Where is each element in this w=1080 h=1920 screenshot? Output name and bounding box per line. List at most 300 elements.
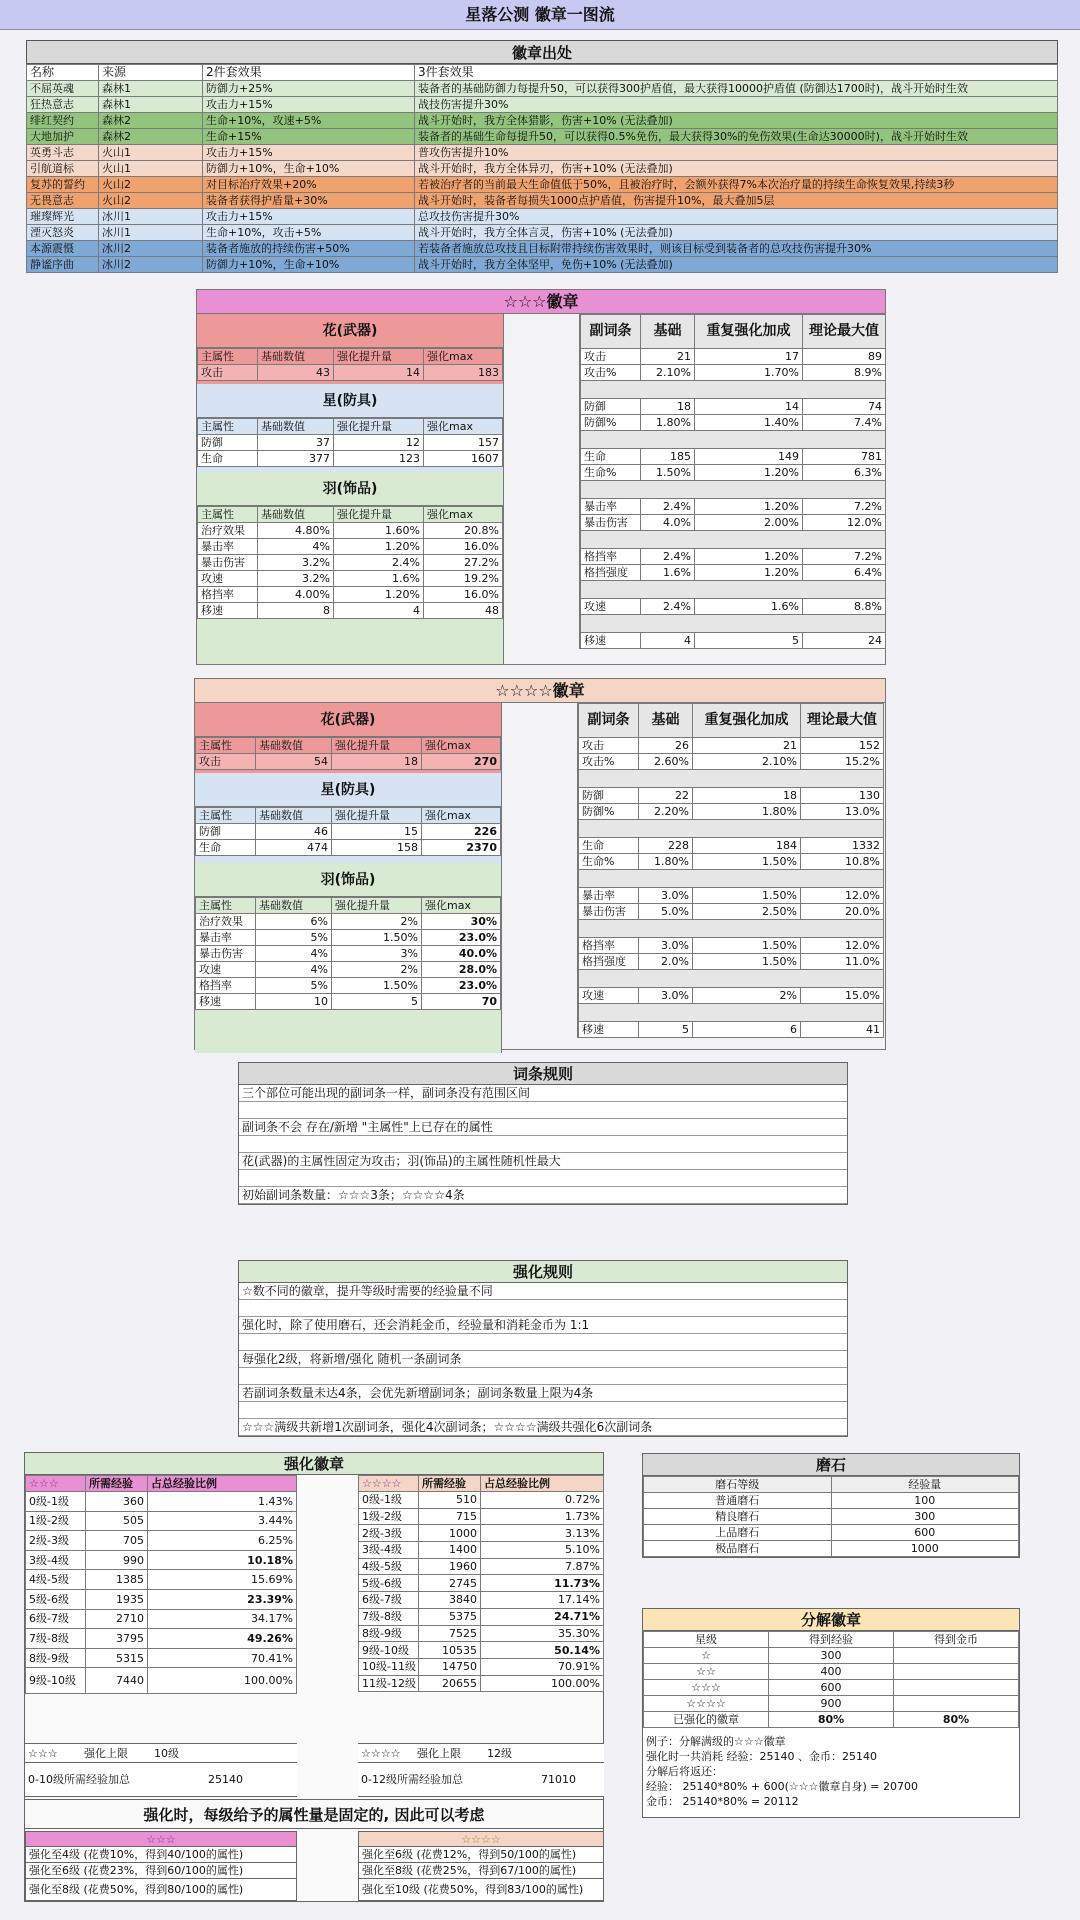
table-cell: 5375 bbox=[419, 1608, 481, 1625]
badge4-title: ☆☆☆☆徽章 bbox=[195, 679, 885, 703]
table-row bbox=[359, 1608, 604, 1625]
table-row bbox=[198, 451, 503, 467]
badge3-sub-attrs bbox=[579, 314, 886, 649]
table-cell: 8 bbox=[258, 603, 334, 619]
column-header: 强化max bbox=[422, 738, 501, 754]
source-row bbox=[27, 129, 1058, 145]
column-header: 副词条 bbox=[581, 315, 641, 349]
spacer-row bbox=[581, 615, 886, 633]
table-cell: 暴击率 bbox=[198, 539, 258, 555]
source-cell: 战斗开始时，装备者每损失1000点护盾值，伤害提升10%，最大叠加5层 bbox=[415, 193, 1058, 209]
table-cell: 2.4% bbox=[641, 499, 695, 515]
table-cell: 1.50% bbox=[693, 938, 801, 954]
badge3-flower-title: 花(武器) bbox=[197, 314, 503, 348]
source-cell: 若被治疗者的当前最大生命值低于50%，且被治疗时，会额外获得7%本次治疗量的持续生命恢复效果,持续3秒 bbox=[415, 177, 1058, 193]
source-cell: 战斗开始时，我方全体异刃，伤害+10% (无法叠加) bbox=[415, 161, 1058, 177]
spacer-row bbox=[579, 970, 884, 988]
table-cell: 9级-10级 bbox=[359, 1642, 419, 1659]
enhance-right-table bbox=[358, 1475, 604, 1692]
table-cell: 格挡强度 bbox=[579, 954, 639, 970]
table-cell: 暴击伤害 bbox=[198, 555, 258, 571]
table-cell: 16.0% bbox=[424, 539, 503, 555]
table-cell: 1.6% bbox=[334, 571, 424, 587]
table-cell: 600 bbox=[831, 1525, 1019, 1541]
table-cell: 1.50% bbox=[693, 854, 801, 870]
table-cell: 1000 bbox=[831, 1541, 1019, 1557]
affix-rules bbox=[238, 1062, 848, 1205]
table-cell: 6 bbox=[693, 1022, 801, 1038]
table-row bbox=[196, 930, 501, 946]
spacer-cell bbox=[579, 820, 884, 838]
table-cell: 7.4% bbox=[803, 415, 886, 431]
decompose-table bbox=[643, 1631, 1019, 1728]
table-row bbox=[198, 555, 503, 571]
limit-value: 12级 bbox=[487, 1747, 512, 1760]
table-cell: 80% bbox=[894, 1712, 1019, 1728]
table-cell: 攻速 bbox=[198, 571, 258, 587]
source-cell: 湮灭怒炎 bbox=[27, 225, 99, 241]
total-value: 25140 bbox=[208, 1773, 243, 1786]
column-header: 基础数值 bbox=[256, 898, 332, 914]
rule-line: 初始副词条数量：☆☆☆3条；☆☆☆☆4条 bbox=[239, 1187, 847, 1204]
page-title: 星落公测 徽章一图流 bbox=[0, 0, 1080, 30]
table-row bbox=[198, 571, 503, 587]
table-cell: 暴击伤害 bbox=[579, 904, 639, 920]
source-cell: 火山2 bbox=[99, 193, 203, 209]
table-row bbox=[581, 565, 886, 581]
badge3-feather-title: 羽(饰品) bbox=[197, 472, 503, 506]
fixed-line: 强化至4级 (花费10%，得到40/100的属性) bbox=[25, 1847, 297, 1863]
table-cell: 20.8% bbox=[424, 523, 503, 539]
table-row bbox=[579, 754, 884, 770]
fixed-3star bbox=[25, 1831, 297, 1901]
table-row bbox=[359, 1642, 604, 1659]
badge3-feather-table bbox=[197, 506, 503, 619]
table-cell: 11级-12级 bbox=[359, 1675, 419, 1692]
badge4-feather-title: 羽(饰品) bbox=[195, 863, 501, 897]
table-row bbox=[359, 1625, 604, 1642]
table-cell bbox=[894, 1696, 1019, 1712]
source-row bbox=[27, 209, 1058, 225]
column-header: 占总经验比例 bbox=[481, 1476, 604, 1492]
table-cell: 70.91% bbox=[481, 1658, 604, 1675]
source-cell: 攻击力+15% bbox=[203, 145, 415, 161]
fixed-4star bbox=[358, 1831, 604, 1901]
table-cell: 5.10% bbox=[481, 1542, 604, 1559]
enhance-4star-footer bbox=[358, 1743, 604, 1797]
table-cell: 7440 bbox=[86, 1668, 148, 1694]
table-cell: 已强化的徽章 bbox=[644, 1712, 769, 1728]
table-cell: 7.2% bbox=[803, 549, 886, 565]
table-cell: 1.50% bbox=[332, 930, 422, 946]
limit-text: 强化上限 bbox=[84, 1747, 128, 1760]
spacer-cell bbox=[581, 381, 886, 399]
badge3-flower-table bbox=[197, 348, 503, 381]
table-cell: 24.71% bbox=[481, 1608, 604, 1625]
source-cell: 攻击力+15% bbox=[203, 97, 415, 113]
table-cell: 5 bbox=[695, 633, 803, 649]
source-cell: 森林2 bbox=[99, 113, 203, 129]
table-header bbox=[359, 1476, 604, 1492]
table-row bbox=[26, 1570, 297, 1590]
table-cell: 0级-1级 bbox=[359, 1492, 419, 1509]
table-cell: 暴击伤害 bbox=[196, 946, 256, 962]
column-header: 强化提升量 bbox=[332, 738, 422, 754]
column-header: ☆☆☆ bbox=[26, 1476, 86, 1492]
table-cell: 18 bbox=[641, 399, 695, 415]
table-row bbox=[198, 587, 503, 603]
table-cell: 2.10% bbox=[693, 754, 801, 770]
table-row bbox=[359, 1592, 604, 1609]
table-row bbox=[26, 1648, 297, 1668]
table-cell: 3.44% bbox=[148, 1511, 297, 1531]
table-row bbox=[581, 499, 886, 515]
table-cell: 5% bbox=[256, 978, 332, 994]
table-cell: 474 bbox=[256, 840, 332, 856]
table-cell: 极品磨石 bbox=[644, 1541, 832, 1557]
table-cell: 360 bbox=[86, 1492, 148, 1512]
table-cell: 6级-7级 bbox=[26, 1609, 86, 1629]
table-cell: 5315 bbox=[86, 1648, 148, 1668]
table-cell: 暴击率 bbox=[196, 930, 256, 946]
table-cell: 4 bbox=[334, 603, 424, 619]
table-row bbox=[359, 1525, 604, 1542]
table-cell: 生命 bbox=[196, 840, 256, 856]
table-row bbox=[644, 1493, 1019, 1509]
table-row bbox=[196, 824, 501, 840]
badge4-flower bbox=[195, 703, 502, 773]
source-header: 2件套效果 bbox=[203, 65, 415, 81]
table-cell: 74 bbox=[803, 399, 886, 415]
table-cell: 50.14% bbox=[481, 1642, 604, 1659]
table-cell: 17 bbox=[695, 349, 803, 365]
table-row bbox=[359, 1558, 604, 1575]
column-header: 强化max bbox=[422, 898, 501, 914]
column-header: 得到金币 bbox=[894, 1632, 1019, 1648]
table-cell: 1332 bbox=[801, 838, 884, 854]
table-cell: 7.87% bbox=[481, 1558, 604, 1575]
table-cell: 移速 bbox=[579, 1022, 639, 1038]
table-cell: 2级-3级 bbox=[26, 1531, 86, 1551]
table-cell: 35.30% bbox=[481, 1625, 604, 1642]
table-cell: 2.60% bbox=[639, 754, 693, 770]
table-cell: 3.2% bbox=[258, 571, 334, 587]
table-cell: 移速 bbox=[196, 994, 256, 1010]
table-cell: 781 bbox=[803, 449, 886, 465]
enhance-right-total bbox=[358, 1763, 604, 1797]
table-row bbox=[644, 1712, 1019, 1728]
column-header: 主属性 bbox=[196, 898, 256, 914]
badge4-star-table bbox=[195, 807, 501, 856]
source-row bbox=[27, 177, 1058, 193]
column-header: 所需经验 bbox=[419, 1476, 481, 1492]
table-row bbox=[359, 1508, 604, 1525]
source-table bbox=[26, 64, 1058, 273]
table-cell: 19.2% bbox=[424, 571, 503, 587]
table-cell: 226 bbox=[422, 824, 501, 840]
limit-stars: ☆☆☆☆ bbox=[361, 1747, 401, 1760]
table-cell: 移速 bbox=[198, 603, 258, 619]
spacer-row bbox=[579, 1004, 884, 1022]
rule-line: 每强化2级，将新增/强化 随机一条副词条 bbox=[239, 1351, 847, 1368]
table-cell: 防御 bbox=[198, 435, 258, 451]
source-row bbox=[27, 241, 1058, 257]
source-cell: 生命+10%，攻击+5% bbox=[203, 225, 415, 241]
source-cell: 森林1 bbox=[99, 81, 203, 97]
table-cell: 705 bbox=[86, 1531, 148, 1551]
table-cell: 10535 bbox=[419, 1642, 481, 1659]
column-header: 强化提升量 bbox=[334, 419, 424, 435]
table-cell: 2.20% bbox=[639, 804, 693, 820]
spacer-cell bbox=[581, 531, 886, 549]
table-cell: 1385 bbox=[86, 1570, 148, 1590]
table-row bbox=[26, 1550, 297, 1570]
table-cell: 158 bbox=[332, 840, 422, 856]
table-row bbox=[26, 1511, 297, 1531]
table-row bbox=[198, 603, 503, 619]
table-cell: 21 bbox=[693, 738, 801, 754]
table-cell: 1.40% bbox=[695, 415, 803, 431]
source-cell: 绯红契约 bbox=[27, 113, 99, 129]
table-cell: 1000 bbox=[419, 1525, 481, 1542]
table-row bbox=[644, 1680, 1019, 1696]
table-cell: 4.0% bbox=[641, 515, 695, 531]
table-row bbox=[644, 1696, 1019, 1712]
table-cell: 5.0% bbox=[639, 904, 693, 920]
table-cell: 20655 bbox=[419, 1675, 481, 1692]
table-cell: 184 bbox=[693, 838, 801, 854]
source-header: 名称 bbox=[27, 65, 99, 81]
source-cell: 复苏的誓约 bbox=[27, 177, 99, 193]
table-cell: 1.43% bbox=[148, 1492, 297, 1512]
table-row bbox=[359, 1575, 604, 1592]
table-cell: 15.69% bbox=[148, 1570, 297, 1590]
table-cell: 3.13% bbox=[481, 1525, 604, 1542]
table-row bbox=[579, 938, 884, 954]
fixed-line: 强化至8级 (花费25%，得到67/100的属性) bbox=[358, 1863, 604, 1879]
table-row bbox=[644, 1541, 1019, 1557]
table-cell: 1.6% bbox=[695, 599, 803, 615]
table-header bbox=[198, 349, 503, 365]
table-cell: 防御% bbox=[581, 415, 641, 431]
table-cell: 防御% bbox=[579, 804, 639, 820]
enh_rules-title: 强化规则 bbox=[239, 1261, 847, 1283]
table-cell: 70.41% bbox=[148, 1648, 297, 1668]
table-cell: 100.00% bbox=[148, 1668, 297, 1694]
enhance-rules bbox=[238, 1260, 848, 1437]
spacer-cell bbox=[579, 770, 884, 788]
source-cell: 战斗开始时，我方全体坚甲，免伤+10% (无法叠加) bbox=[415, 257, 1058, 273]
table-cell: 格挡率 bbox=[579, 938, 639, 954]
table-cell: 2370 bbox=[422, 840, 501, 856]
column-header: 基础数值 bbox=[258, 507, 334, 523]
table-cell: 3.0% bbox=[639, 888, 693, 904]
source-cell: 对目标治疗效果+20% bbox=[203, 177, 415, 193]
table-cell: 格挡率 bbox=[196, 978, 256, 994]
table-cell: 5 bbox=[332, 994, 422, 1010]
whetstone-panel bbox=[642, 1453, 1020, 1558]
fixed-line: 强化至6级 (花费23%，得到60/100的属性) bbox=[25, 1863, 297, 1879]
table-cell: 2.4% bbox=[334, 555, 424, 571]
table-cell: 30% bbox=[422, 914, 501, 930]
table-cell: 10.18% bbox=[148, 1550, 297, 1570]
source-cell: 璀璨辉光 bbox=[27, 209, 99, 225]
table-cell: 6.25% bbox=[148, 1531, 297, 1551]
table-cell: ☆☆☆ bbox=[644, 1680, 769, 1696]
table-cell: 34.17% bbox=[148, 1609, 297, 1629]
source-row bbox=[27, 193, 1058, 209]
table-row bbox=[26, 1589, 297, 1609]
table-cell: 防御 bbox=[581, 399, 641, 415]
table-cell: 48 bbox=[424, 603, 503, 619]
table-cell: 17.14% bbox=[481, 1592, 604, 1609]
table-row bbox=[579, 904, 884, 920]
source-cell: 防御力+25% bbox=[203, 81, 415, 97]
table-cell: 715 bbox=[419, 1508, 481, 1525]
table-cell: 6.3% bbox=[803, 465, 886, 481]
badge4-panel bbox=[194, 678, 886, 1050]
table-cell: 157 bbox=[424, 435, 503, 451]
table-cell: 防御 bbox=[579, 788, 639, 804]
table-cell: 54 bbox=[256, 754, 332, 770]
source-cell: 战斗开始时，我方全体言灵，伤害+10% (无法叠加) bbox=[415, 225, 1058, 241]
table-row bbox=[26, 1531, 297, 1551]
table-cell: 攻速 bbox=[579, 988, 639, 1004]
table-row bbox=[579, 988, 884, 1004]
column-header: 占总经验比例 bbox=[148, 1476, 297, 1492]
column-header: 强化max bbox=[424, 349, 503, 365]
table-cell: 生命% bbox=[579, 854, 639, 870]
rule-line: 若副词条数量未达4条，会优先新增副词条；副词条数量上限为4条 bbox=[239, 1385, 847, 1402]
source-cell: 若装备者施放总攻技且目标附带持续伤害效果时，则该目标受到装备者的总攻技伤害提升30% bbox=[415, 241, 1058, 257]
table-row bbox=[198, 435, 503, 451]
note-line: 例子：分解满级的☆☆☆徽章 bbox=[646, 1735, 786, 1748]
badge4-star-title: 星(防具) bbox=[195, 773, 501, 807]
note-line: 强化时一共消耗 经验：25140 、金币：25140 bbox=[646, 1750, 877, 1763]
table-row bbox=[581, 349, 886, 365]
source-cell: 装备者获得护盾量+30% bbox=[203, 193, 415, 209]
table-cell: 152 bbox=[801, 738, 884, 754]
column-header: 理论最大值 bbox=[801, 704, 884, 738]
table-cell: 16.0% bbox=[424, 587, 503, 603]
table-cell: 2.00% bbox=[695, 515, 803, 531]
table-cell: 1.6% bbox=[641, 565, 695, 581]
table-cell: 攻击 bbox=[579, 738, 639, 754]
table-cell: 7级-8级 bbox=[26, 1629, 86, 1649]
table-cell: 270 bbox=[422, 754, 501, 770]
table-row bbox=[579, 788, 884, 804]
spacer-row bbox=[581, 431, 886, 449]
table-cell: 9级-10级 bbox=[26, 1668, 86, 1694]
rule-line: 三个部位可能出现的副词条一样，副词条没有范围区间 bbox=[239, 1085, 847, 1102]
source-row bbox=[27, 81, 1058, 97]
table-row bbox=[359, 1658, 604, 1675]
source-cell: 总攻技伤害提升30% bbox=[415, 209, 1058, 225]
table-row bbox=[644, 1648, 1019, 1664]
badge3-title: ☆☆☆徽章 bbox=[197, 290, 885, 314]
source-cell: 战技伤害提升30% bbox=[415, 97, 1058, 113]
source-cell: 防御力+10%，生命+10% bbox=[203, 161, 415, 177]
table-cell: 8.9% bbox=[803, 365, 886, 381]
note-line: 分解后将返还： bbox=[646, 1765, 723, 1778]
badge3-star-title: 星(防具) bbox=[197, 384, 503, 418]
column-header: 主属性 bbox=[198, 349, 258, 365]
table-header bbox=[644, 1477, 1019, 1493]
rule-line: 花(武器)的主属性固定为攻击；羽(饰品)的主属性随机性最大 bbox=[239, 1153, 847, 1170]
table-cell: 生命 bbox=[581, 449, 641, 465]
table-cell: 生命 bbox=[579, 838, 639, 854]
table-row bbox=[644, 1525, 1019, 1541]
table-row bbox=[359, 1492, 604, 1509]
badge4-feather-table bbox=[195, 897, 501, 1010]
table-cell: 1.20% bbox=[334, 539, 424, 555]
table-cell: 6% bbox=[256, 914, 332, 930]
badge4-feather bbox=[195, 863, 502, 1053]
table-cell: 12.0% bbox=[803, 515, 886, 531]
spacer-row bbox=[579, 870, 884, 888]
table-cell: 183 bbox=[424, 365, 503, 381]
table-cell: 20.0% bbox=[801, 904, 884, 920]
column-header: 主属性 bbox=[196, 808, 256, 824]
table-cell: 1400 bbox=[419, 1542, 481, 1559]
table-cell: 2.0% bbox=[639, 954, 693, 970]
table-row bbox=[581, 365, 886, 381]
table-cell: 2710 bbox=[86, 1609, 148, 1629]
spacer-cell bbox=[579, 1004, 884, 1022]
table-cell: 3.2% bbox=[258, 555, 334, 571]
table-cell: 精良磨石 bbox=[644, 1509, 832, 1525]
table-row bbox=[579, 854, 884, 870]
table-cell: 1.70% bbox=[695, 365, 803, 381]
table-cell: 2% bbox=[332, 962, 422, 978]
spacer-cell bbox=[579, 920, 884, 938]
table-cell: 4级-5级 bbox=[359, 1558, 419, 1575]
spacer-row bbox=[581, 581, 886, 599]
table-row bbox=[579, 838, 884, 854]
table-row bbox=[581, 549, 886, 565]
source-cell: 本源震慑 bbox=[27, 241, 99, 257]
table-cell: 1.50% bbox=[641, 465, 695, 481]
table-cell: 1935 bbox=[86, 1589, 148, 1609]
decompose-notes bbox=[643, 1728, 1019, 1809]
table-cell: 100.00% bbox=[481, 1675, 604, 1692]
enhance-3star bbox=[25, 1475, 297, 1694]
table-row bbox=[579, 888, 884, 904]
table-row bbox=[198, 365, 503, 381]
table-row bbox=[198, 539, 503, 555]
column-header: 理论最大值 bbox=[803, 315, 886, 349]
rule-line: ☆☆☆满级共新增1次副词条，强化4次副词条；☆☆☆☆满级共强化6次副词条 bbox=[239, 1419, 847, 1436]
source-cell: 火山2 bbox=[99, 177, 203, 193]
source-cell: 普攻伤害提升10% bbox=[415, 145, 1058, 161]
table-cell: 0级-1级 bbox=[26, 1492, 86, 1512]
spacer-cell bbox=[581, 431, 886, 449]
table-cell: 2.4% bbox=[641, 549, 695, 565]
source-cell: 大地加护 bbox=[27, 129, 99, 145]
table-row bbox=[359, 1675, 604, 1692]
source-cell: 战斗开始时，我方全体猎影，伤害+10% (无法叠加) bbox=[415, 113, 1058, 129]
column-header: 主属性 bbox=[198, 419, 258, 435]
source-cell: 防御力+10%，生命+10% bbox=[203, 257, 415, 273]
table-cell: 23.0% bbox=[422, 930, 501, 946]
table-cell: 1607 bbox=[424, 451, 503, 467]
table-cell: 8级-9级 bbox=[26, 1648, 86, 1668]
source-cell: 冰川2 bbox=[99, 257, 203, 273]
table-cell: 300 bbox=[769, 1648, 894, 1664]
source-section bbox=[26, 40, 1058, 273]
table-row bbox=[196, 962, 501, 978]
table-cell: 123 bbox=[334, 451, 424, 467]
